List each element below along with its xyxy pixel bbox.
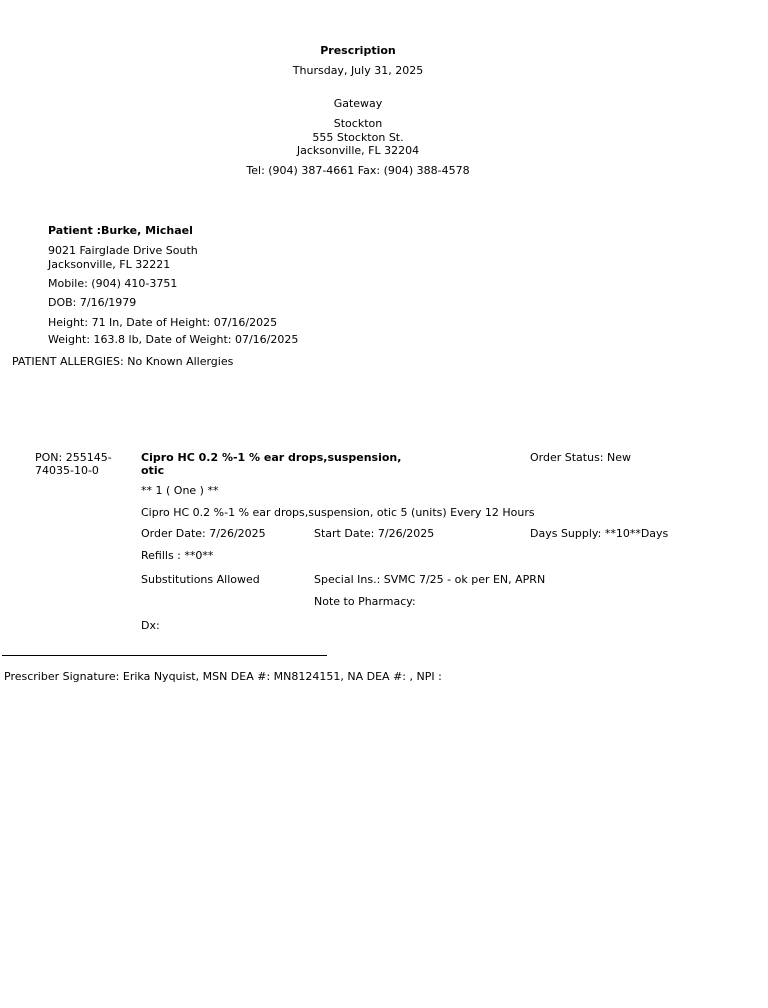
order-date: Order Date: 7/26/2025 (141, 527, 266, 540)
patient-dob: DOB: 7/16/1979 (48, 296, 137, 309)
start-date: Start Date: 7/26/2025 (314, 527, 435, 540)
refills: Refills : **0** (141, 549, 214, 562)
patient-heading (48, 224, 193, 237)
patient-address-line2: Jacksonville, FL 32221 (48, 258, 171, 271)
patient-label: Patient : (48, 224, 101, 237)
document-date: Thursday, July 31, 2025 (292, 64, 424, 77)
pon-line2: 74035-10-0 (35, 464, 99, 477)
patient-weight: Weight: 163.8 lb, Date of Weight: 07/16/2025 (48, 333, 299, 346)
document-title: Prescription (320, 44, 396, 57)
patient-mobile: Mobile: (904) 410-3751 (48, 277, 178, 290)
pharmacy-phone-fax: Tel: (904) 387-4661 Fax: (904) 388-4578 (246, 164, 470, 177)
pharmacy-location: Stockton (333, 117, 383, 130)
diagnosis: Dx: (141, 619, 160, 632)
drug-name-line1: Cipro HC 0.2 %-1 % ear drops,suspension, (141, 451, 402, 464)
drug-name-line2: otic (141, 464, 165, 477)
substitutions: Substitutions Allowed (141, 573, 260, 586)
pon-line1: PON: 255145- (35, 451, 112, 464)
pharmacy-address-line2: Jacksonville, FL 32204 (296, 144, 420, 157)
sig-directions: Cipro HC 0.2 %-1 % ear drops,suspension, otic 5 (units) Every 12 Hours (141, 506, 535, 519)
patient-name: Burke, Michael (101, 224, 193, 237)
signature-line-divider (2, 655, 327, 656)
note-to-pharmacy: Note to Pharmacy: (314, 595, 416, 608)
prescriber-signature: Prescriber Signature: Erika Nyquist, MSN DEA #: MN8124151, NA DEA #: , NPI : (4, 670, 442, 683)
days-supply: Days Supply: **10**Days (530, 527, 669, 540)
special-instructions: Special Ins.: SVMC 7/25 - ok per EN, APRN (314, 573, 546, 586)
patient-address-line1: 9021 Fairglade Drive South (48, 244, 198, 257)
patient-allergies: PATIENT ALLERGIES: No Known Allergies (12, 355, 234, 368)
order-status: Order Status: New (530, 451, 632, 464)
pharmacy-address-line1: 555 Stockton St. (312, 131, 404, 144)
quantity: ** 1 ( One ) ** (141, 484, 219, 497)
patient-height: Height: 71 In, Date of Height: 07/16/2025 (48, 316, 278, 329)
pharmacy-name: Gateway (333, 97, 383, 110)
